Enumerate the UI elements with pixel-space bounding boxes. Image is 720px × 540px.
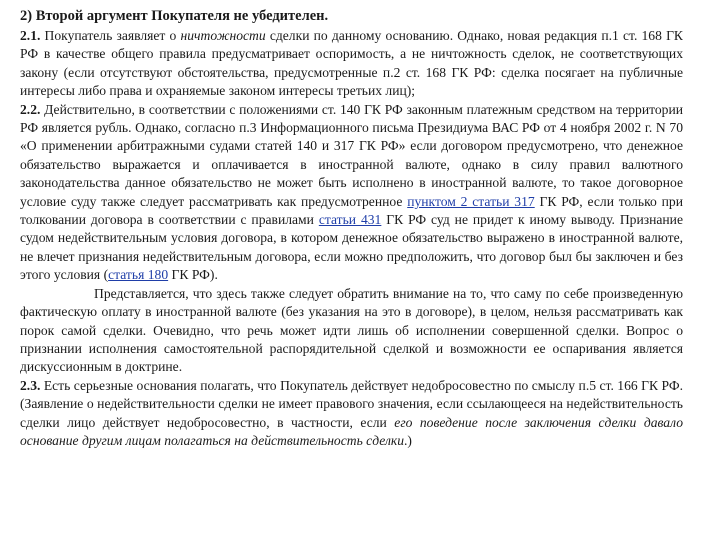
paragraph-2-1 (20, 27, 683, 101)
emphasis-text: его поведение после заключения сделки давало основание другим лицам полагаться на действительность сделки (20, 414, 683, 448)
emphasis-text: ничтожности (180, 28, 266, 43)
link-article-431[interactable]: статьи 431 (318, 212, 382, 228)
text-fragment: Действительно, в соответствии с положениями ст. 140 ГК РФ законным платежным средством на территории РФ является рубль. Однако, согласно п.3 Информационного письма Президиума ВАС РФ от 4 ноября 2002 г. N 70 «О применении арбитражными судами статей 140 и 317 ГК РФ» если договором предусмотрено, что денежное обязательство выражается и оплачивается в иностранной валюте, однако в силу правил валютного законодательства данное обязательство не может быть исполнено в иностранной валюте, то такое договорное условие суду также следует рассматривать как предусмотренное (20, 101, 683, 209)
text-fragment: ГК РФ, если только при толковании договора в соответствии с правилами (20, 193, 683, 228)
text-fragment: ГК РФ). (168, 267, 218, 283)
link-article-180[interactable]: статья 180 (108, 267, 169, 283)
paragraph-number: 2.1. (20, 28, 41, 43)
paragraph-number: 2.2. (20, 101, 41, 117)
paragraph-2-3 (20, 377, 683, 451)
link-article-317[interactable]: пунктом 2 статьи 317 (407, 193, 535, 209)
section-heading: 2) Второй аргумент Покупателя не убедителен. (20, 8, 329, 24)
paragraph-2-2 (20, 101, 683, 285)
text-fragment: .) (404, 432, 412, 448)
text-fragment: Покупатель заявляет о (40, 28, 181, 43)
text-fragment: ГК РФ суд не придет к иному выводу. Признание судом недействительным условия договора, в котором денежное обязательство выражено в иностранной валюте, не влечет признания недействительным договора, если можно предположить, что договор был бы заключен и без этого условия ( (20, 212, 683, 283)
text-fragment: сделки по данному основанию. Однако, новая редакция п.1 ст. 168 ГК РФ в качестве общего правила предусматривает оспоримость, а не ничтожность сделок, не соответствующих закону (если отсутствуют обстоятельства, предусмотренные п.2 ст. 168 ГК РФ: сделка посягает на публичные интересы либо права и охраняемые законом интересы третьих лиц); (20, 28, 683, 99)
text-fragment: Есть серьезные основания полагать, что Покупатель действует недобросовестно по смыслу п.5 ст. 166 ГК РФ. (Заявление о недействительности сделки не имеет правового значения, если ссылающееся на недействительность сделки лицо действует недобросовестно, в частности, если (20, 377, 683, 430)
paragraph-number: 2.3. (20, 377, 41, 393)
paragraph-opinion: Представляется, что здесь также следует обратить внимание на то, что саму по себе произведенную фактическую оплату в иностранной валюте (без указания на это в договоре), в целом, нельзя рассматривать как порок самой сделки. Очевидно, что речь может идти лишь об исполнении совершенной сделки. Вопрос о признании исполнения самостоятельной распорядительной сделкой и возможности ее оспаривания является дискуссионным в доктрине. (20, 285, 683, 375)
